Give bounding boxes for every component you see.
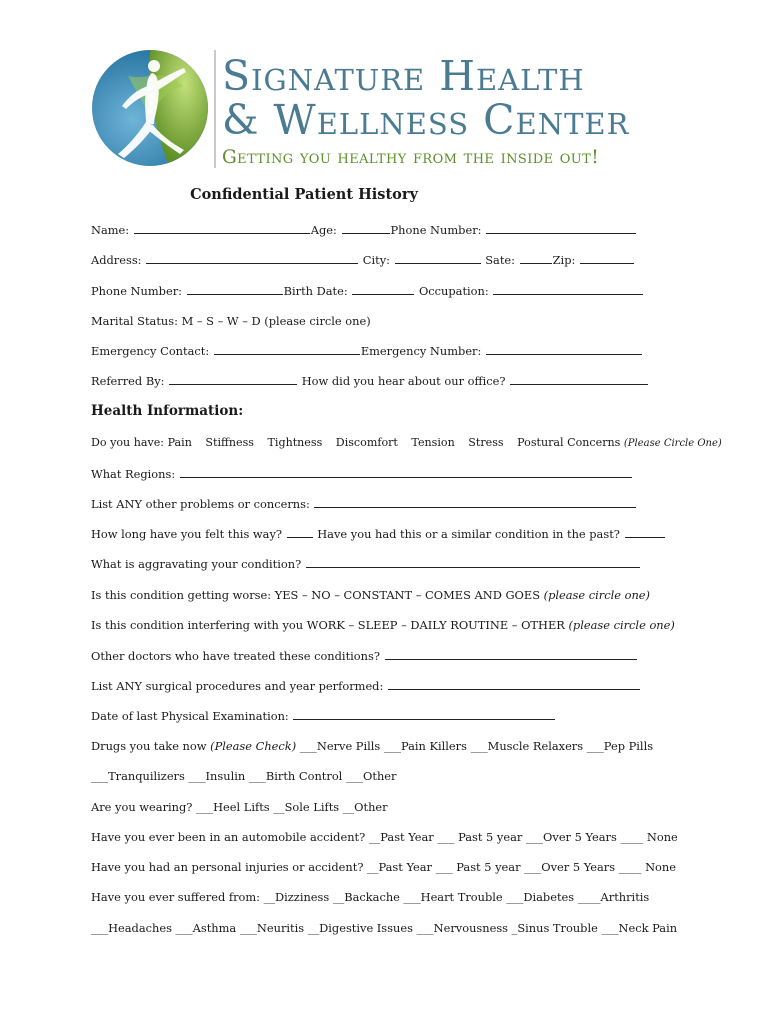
drugs-options-2[interactable]: ___Tranquilizers ___Insulin ___Birth Control ___Other bbox=[91, 769, 397, 783]
personal-injury-row bbox=[91, 859, 676, 875]
drugs-row bbox=[91, 738, 653, 754]
symptoms-row bbox=[91, 435, 722, 451]
city-field[interactable] bbox=[395, 252, 481, 264]
worse-note: (please circle one) bbox=[543, 588, 650, 602]
age-label: Age: bbox=[310, 223, 337, 237]
logo-divider bbox=[214, 50, 216, 168]
other-doctors-field[interactable] bbox=[385, 648, 637, 660]
address-label: Address: bbox=[91, 253, 142, 267]
phone-birth-row bbox=[91, 283, 644, 299]
symptom-postural[interactable]: Postural Concerns bbox=[517, 436, 621, 449]
drugs-label: Drugs you take now bbox=[91, 739, 207, 753]
suffered-row-1 bbox=[91, 889, 649, 905]
symptom-stress[interactable]: Stress bbox=[468, 436, 504, 449]
brand-name-line2-text: Wellness Center bbox=[273, 96, 630, 144]
birth-date-field[interactable] bbox=[352, 283, 414, 295]
emergency-number-label: Emergency Number: bbox=[360, 344, 482, 358]
marital-row bbox=[91, 313, 371, 329]
symptom-tension[interactable]: Tension bbox=[411, 436, 455, 449]
zip-field[interactable] bbox=[580, 252, 634, 264]
address-field[interactable] bbox=[146, 252, 358, 264]
birth-date-label: Birth Date: bbox=[283, 284, 348, 298]
physical-exam-field[interactable] bbox=[293, 708, 555, 720]
symptom-tightness[interactable]: Tightness bbox=[267, 436, 323, 449]
other-doctors-row bbox=[91, 648, 638, 664]
name-label: Name: bbox=[91, 223, 130, 237]
aggravating-row bbox=[91, 556, 641, 572]
symptom-stiffness[interactable]: Stiffness bbox=[205, 436, 254, 449]
age-field[interactable] bbox=[342, 222, 390, 234]
similar-condition-field[interactable] bbox=[625, 526, 665, 538]
brand-tagline: Getting you healthy from the inside out! bbox=[222, 147, 600, 168]
surgical-field[interactable] bbox=[388, 678, 640, 690]
suffered-options-1[interactable]: Have you ever suffered from: __Dizziness __Backache ___Heart Trouble ___Diabetes ____Arthritis bbox=[91, 890, 650, 904]
occupation-field[interactable] bbox=[493, 283, 643, 295]
logo bbox=[88, 46, 688, 174]
phone2-field[interactable] bbox=[187, 283, 283, 295]
auto-accident-row bbox=[91, 829, 678, 845]
brand-name-line1: Signature Health bbox=[222, 52, 585, 100]
drugs-options-1[interactable]: ___Nerve Pills ___Pain Killers ___Muscle Relaxers ___Pep Pills bbox=[299, 739, 654, 753]
hear-about-field[interactable] bbox=[510, 373, 648, 385]
physical-row bbox=[91, 708, 556, 724]
circle-one-note: (Please Circle One) bbox=[623, 438, 722, 449]
aggravating-field[interactable] bbox=[306, 556, 640, 568]
aggravating-label: What is aggravating your condition? bbox=[91, 557, 302, 571]
phone2-label: Phone Number: bbox=[91, 284, 182, 298]
wearing-options[interactable]: Are you wearing? ___Heel Lifts __Sole Lifts __Other bbox=[91, 800, 388, 814]
surgical-row bbox=[91, 678, 641, 694]
state-label: Sate: bbox=[485, 253, 516, 267]
wellness-figure-icon bbox=[88, 46, 216, 174]
worse-question[interactable]: Is this condition getting worse: YES – NO – CONSTANT – COMES AND GOES bbox=[91, 588, 541, 602]
auto-accident-options[interactable]: Have you ever been in an automobile accident? __Past Year ___ Past 5 year ___Over 5 Years ____ None bbox=[91, 830, 678, 844]
logo-wordmark bbox=[222, 52, 692, 168]
brand-name-line2 bbox=[222, 96, 692, 144]
personal-injury-options[interactable]: Have you had an personal injuries or accident? __Past Year ___ Past 5 year ___Over 5 Years ____ None bbox=[91, 860, 676, 874]
regions-row bbox=[91, 466, 633, 482]
symptom-discomfort[interactable]: Discomfort bbox=[335, 436, 398, 449]
referred-by-label: Referred By: bbox=[91, 374, 165, 388]
do-you-have-label: Do you have: Pain bbox=[91, 436, 192, 449]
physical-exam-label: Date of last Physical Examination: bbox=[91, 709, 289, 723]
emergency-contact-label: Emergency Contact: bbox=[91, 344, 210, 358]
marital-status[interactable]: Marital Status: M – S – W – D (please circle one) bbox=[91, 314, 371, 328]
address-row bbox=[91, 252, 635, 268]
phone-label: Phone Number: bbox=[390, 223, 482, 237]
drugs-note: (Please Check) bbox=[210, 739, 297, 753]
emergency-contact-field[interactable] bbox=[214, 343, 360, 355]
interfering-question[interactable]: Is this condition interfering with you WORK – SLEEP – DAILY ROUTINE – OTHER bbox=[91, 618, 565, 632]
interfering-note: (please circle one) bbox=[568, 618, 675, 632]
phone-field[interactable] bbox=[486, 222, 636, 234]
other-problems-row bbox=[91, 496, 637, 512]
occupation-label: Occupation: bbox=[418, 284, 489, 298]
regions-field[interactable] bbox=[180, 466, 632, 478]
other-doctors-label: Other doctors who have treated these conditions? bbox=[91, 649, 380, 663]
health-heading: Health Information: bbox=[91, 403, 244, 419]
state-field[interactable] bbox=[520, 252, 552, 264]
zip-label: Zip: bbox=[552, 253, 576, 267]
regions-label: What Regions: bbox=[91, 467, 176, 481]
how-long-field[interactable] bbox=[287, 526, 313, 538]
other-problems-field[interactable] bbox=[314, 496, 636, 508]
emergency-number-field[interactable] bbox=[486, 343, 642, 355]
city-label: City: bbox=[362, 253, 390, 267]
similar-condition-label: Have you had this or a similar condition in the past? bbox=[317, 527, 620, 541]
referred-row bbox=[91, 373, 649, 389]
brand-ampersand: & bbox=[222, 96, 260, 144]
suffered-row-2 bbox=[91, 920, 677, 936]
surgical-label: List ANY surgical procedures and year performed: bbox=[91, 679, 384, 693]
hear-about-label: How did you hear about our office? bbox=[301, 374, 506, 388]
other-problems-label: List ANY other problems or concerns: bbox=[91, 497, 310, 511]
drugs-row-2 bbox=[91, 768, 396, 784]
wearing-row bbox=[91, 799, 388, 815]
suffered-options-2[interactable]: ___Headaches ___Asthma ___Neuritis __Digestive Issues ___Nervousness _Sinus Trouble ___Neck Pain bbox=[91, 921, 678, 935]
name-field[interactable] bbox=[134, 222, 310, 234]
referred-by-field[interactable] bbox=[169, 373, 297, 385]
emergency-row bbox=[91, 343, 643, 359]
interfering-row bbox=[91, 617, 675, 633]
worse-row bbox=[91, 587, 650, 603]
name-row bbox=[91, 222, 637, 238]
how-long-row bbox=[91, 526, 666, 542]
how-long-label: How long have you felt this way? bbox=[91, 527, 282, 541]
form-title: Confidential Patient History bbox=[190, 186, 418, 203]
